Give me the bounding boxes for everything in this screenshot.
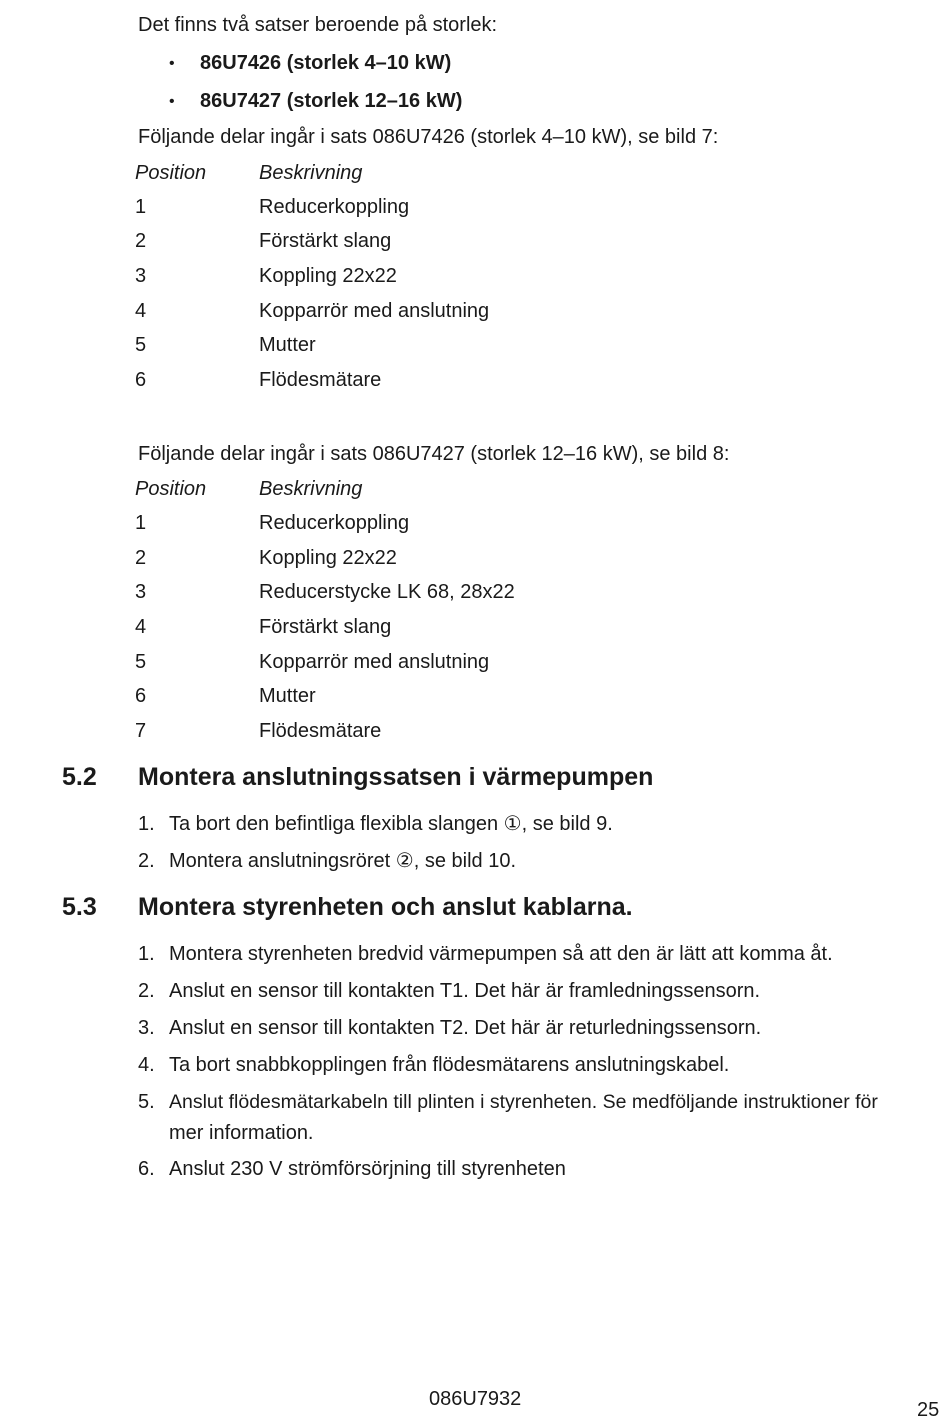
kit1-header-position: Position (135, 162, 207, 184)
section-title: Montera styrenheten och anslut kablarna. (138, 893, 633, 921)
kit1-row-pos: 6 (135, 369, 147, 391)
kit2-row-pos: 1 (135, 512, 147, 534)
kit1-row-pos: 4 (135, 300, 147, 322)
step-number: 3. (138, 1017, 155, 1039)
kit1-row-pos: 2 (135, 230, 147, 252)
kit2-row-pos: 7 (135, 720, 147, 742)
kit2-row-pos: 6 (135, 685, 147, 707)
kit2-row-desc: Förstärkt slang (259, 616, 392, 638)
kit1-row-desc: Förstärkt slang (259, 230, 392, 252)
kit2-row-desc: Koppling 22x22 (259, 547, 397, 569)
kit2-row-desc: Reducerkoppling (259, 512, 410, 534)
kit-item: 86U7427 (storlek 12–16 kW) (200, 90, 463, 112)
kit1-row-pos: 1 (135, 196, 147, 218)
step-number: 1. (138, 943, 155, 965)
step-number: 5. (138, 1091, 155, 1113)
step-number: 4. (138, 1054, 155, 1076)
step-text: Anslut en sensor till kontakten T1. Det här är framledningssensorn. (169, 980, 761, 1002)
kit1-row-desc: Mutter (259, 334, 316, 356)
kit2-row-pos: 2 (135, 547, 147, 569)
bullet-icon: • (169, 93, 175, 110)
bullet-icon: • (169, 55, 175, 72)
kit1-row-desc: Flödesmätare (259, 369, 382, 391)
document-code: 086U7932 (429, 1388, 522, 1410)
intro-text: Det finns två satser beroende på storlek: (138, 14, 498, 36)
kit2-row-desc: Flödesmätare (259, 720, 382, 742)
step-number: 2. (138, 980, 155, 1002)
kit2-row-pos: 4 (135, 616, 147, 638)
section-number: 5.2 (62, 763, 97, 791)
kit2-row-desc: Mutter (259, 685, 316, 707)
step-number: 2. (138, 850, 155, 872)
section-number: 5.3 (62, 893, 97, 921)
step-number: 1. (138, 813, 155, 835)
step-text: Ta bort den befintliga flexibla slangen ①, se bild 9. (169, 813, 613, 835)
step-text: Anslut 230 V strömförsörjning till styrenheten (169, 1158, 566, 1180)
page-number: 25 (917, 1399, 940, 1421)
step-text: Ta bort snabbkopplingen från flödesmätarens anslutningskabel. (169, 1054, 730, 1076)
kit2-intro: Följande delar ingår i sats 086U7427 (storlek 12–16 kW), se bild 8: (138, 443, 730, 465)
kit2-row-desc: Kopparrör med anslutning (259, 651, 490, 673)
step-text: Anslut en sensor till kontakten T2. Det här är returledningssensorn. (169, 1017, 762, 1039)
kit2-header-position: Position (135, 478, 207, 500)
step-text: Anslut flödesmätarkabeln till plinten i styrenheten. Se medföljande instruktioner för (169, 1091, 878, 1113)
section-title: Montera anslutningssatsen i värmepumpen (138, 763, 654, 791)
kit2-row-pos: 5 (135, 651, 147, 673)
kit1-intro: Följande delar ingår i sats 086U7426 (storlek 4–10 kW), se bild 7: (138, 126, 719, 148)
kit-item: 86U7426 (storlek 4–10 kW) (200, 52, 452, 74)
step-text: Montera anslutningsröret ②, se bild 10. (169, 850, 517, 872)
kit2-row-pos: 3 (135, 581, 147, 603)
step-text-continued: mer information. (169, 1122, 314, 1144)
kit1-row-desc: Koppling 22x22 (259, 265, 397, 287)
kit1-header-description: Beskrivning (259, 162, 363, 184)
kit1-row-pos: 3 (135, 265, 147, 287)
kit1-row-desc: Kopparrör med anslutning (259, 300, 490, 322)
kit1-row-pos: 5 (135, 334, 147, 356)
step-number: 6. (138, 1158, 155, 1180)
kit2-header-description: Beskrivning (259, 478, 363, 500)
kit2-row-desc: Reducerstycke LK 68, 28x22 (259, 581, 515, 603)
kit1-row-desc: Reducerkoppling (259, 196, 410, 218)
step-text: Montera styrenheten bredvid värmepumpen så att den är lätt att komma åt. (169, 943, 833, 965)
